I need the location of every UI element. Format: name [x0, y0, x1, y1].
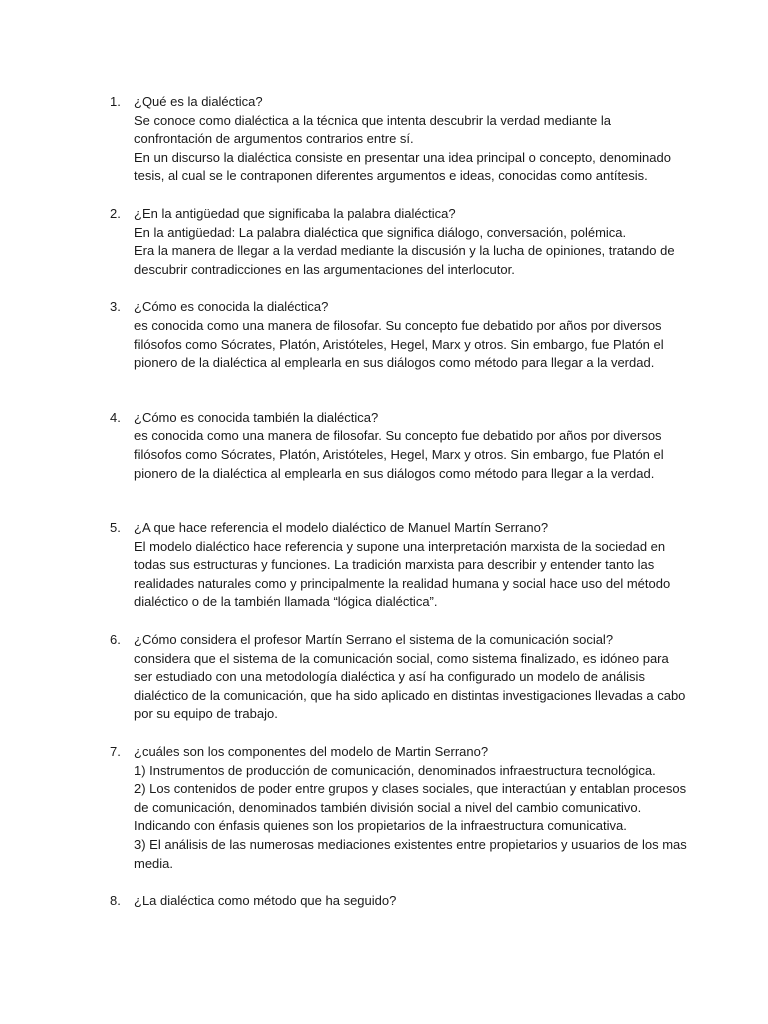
- list-item: [110, 205, 690, 279]
- question-text: ¿En la antigüedad que significaba la palabra dialéctica?: [134, 205, 456, 221]
- list-item: [110, 298, 690, 372]
- question-text: ¿Cómo es conocida la dialéctica?: [134, 299, 329, 315]
- item-number: 2.: [110, 205, 121, 221]
- list-item: [110, 892, 690, 911]
- question-text: ¿A que hace referencia el modelo dialéctico de Manuel Martín Serrano?: [134, 520, 549, 536]
- question-text: ¿cuáles son los componentes del modelo de Martin Serrano?: [134, 744, 489, 760]
- item-number: 6.: [110, 632, 121, 648]
- item-number: 5.: [110, 520, 121, 536]
- item-number: 3.: [110, 299, 121, 315]
- question-text: ¿La dialéctica como método que ha seguido?: [134, 893, 397, 909]
- list-item: [110, 743, 690, 873]
- question-text: ¿Cómo considera el profesor Martín Serrano el sistema de la comunicación social?: [134, 632, 614, 648]
- item-number: 4.: [110, 409, 121, 425]
- list-item: [110, 519, 690, 612]
- list-item: [110, 93, 690, 186]
- answer-text: En un discurso la dialéctica consiste en presentar una idea principal o concepto, denominado tesis, al cual se le contraponen diferentes argumentos e ideas, conocidas como antítesis.: [134, 149, 671, 184]
- answer-text: es conocida como una manera de filosofar. Su concepto fue debatido por años por diversos filósofos como Sócrates, Platón, Aristóteles, Hegel, Marx y otros. Sin embargo, fue Platón el pionero de la dialéctica al emplearla en sus diálogos como método para llegar a la verdad.: [134, 428, 664, 481]
- answer-text: considera que el sistema de la comunicación social, como sistema finalizado, es idóneo para ser estudiado con una metodología dialéctica y así ha configurado un modelo de análisis dialéctico de la comunicación, que ha sido aplicado en distintas investigaciones llevadas a cabo por su equipo de trabajo.: [134, 650, 686, 722]
- list-item: [110, 409, 690, 483]
- question-text: ¿Qué es la dialéctica?: [134, 94, 263, 109]
- answer-text: En la antigüedad: La palabra dialéctica que significa diálogo, conversación, polémica.: [134, 224, 627, 240]
- item-number: 8.: [110, 893, 121, 909]
- answer-text: 2) Los contenidos de poder entre grupos y clases sociales, que interactúan y entablan procesos de comunicación, denominados también división social a nivel del cambio comunicativo. Indicando con énfasis quienes son los propietarios de la infraestructura comunicativa.: [134, 781, 687, 834]
- question-text: ¿Cómo es conocida también la dialéctica?: [134, 409, 379, 425]
- question-list: [110, 93, 690, 911]
- answer-text: es conocida como una manera de filosofar. Su concepto fue debatido por años por diversos filósofos como Sócrates, Platón, Aristóteles, Hegel, Marx y otros. Sin embargo, fue Platón el pionero de la dialéctica al emplearla en sus diálogos como método para llegar a la verdad.: [134, 317, 664, 371]
- answer-text: Era la manera de llegar a la verdad mediante la discusión y la lucha de opiniones, tratando de descubrir contradicciones en las argumentaciones del interlocutor.: [134, 243, 675, 277]
- answer-text: El modelo dialéctico hace referencia y supone una interpretación marxista de la sociedad en todas sus estructuras y funciones. La tradición marxista para describir y entender tanto las realidades naturales como y principalmente la realidad humana y social hace uso del método dialéctico o de la también llamada “lógica dialéctica”.: [134, 538, 671, 610]
- item-number: 7.: [110, 744, 121, 760]
- answer-text: 3) El análisis de las numerosas mediaciones existentes entre propietarios y usuarios de los mas media.: [134, 837, 687, 871]
- answer-text: 1) Instrumentos de producción de comunicación, denominados infraestructura tecnológica.: [134, 762, 656, 778]
- answer-text: Se conoce como dialéctica a la técnica que intenta descubrir la verdad mediante la confrontación de argumentos contrarios entre sí.: [134, 112, 611, 147]
- list-item: [110, 631, 690, 724]
- item-number: 1.: [110, 94, 121, 109]
